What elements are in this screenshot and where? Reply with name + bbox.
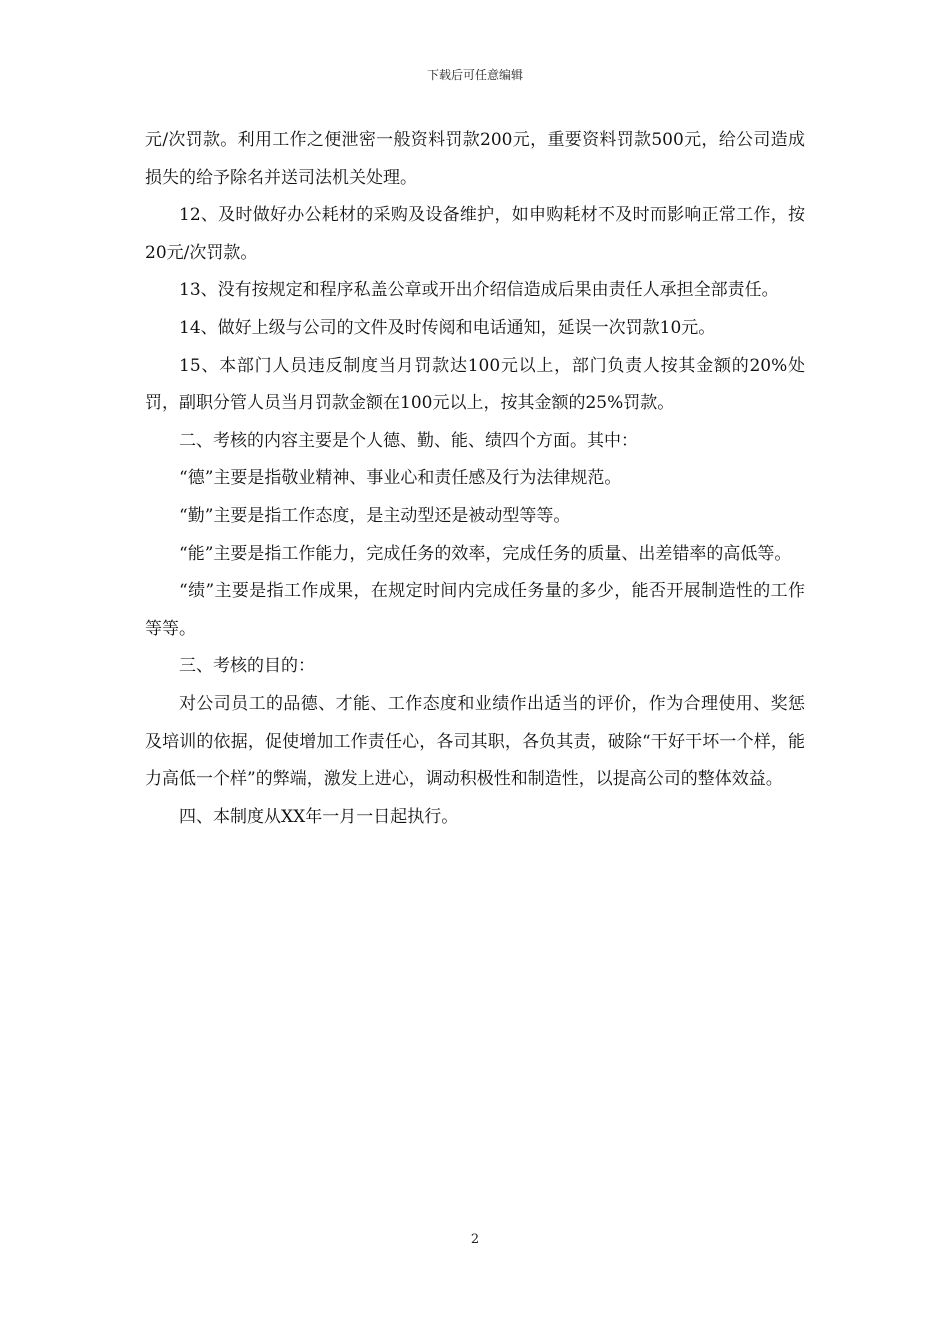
section-heading-4: 四、本制度从XX年一月一日起执行。	[179, 806, 459, 827]
page-header: 下载后可任意编辑	[426, 68, 523, 82]
section-heading-3: 三、考核的目的：	[179, 656, 315, 677]
paragraph-item-12: 12、及时做好办公耗材的采购及设备维护，如申购耗材不及时而影响正常工作，按20元/次罚款。	[145, 205, 805, 263]
paragraph-neng: “能”主要是指工作能力，完成任务的效率，完成任务的质量、出差错率的高低等。	[179, 543, 792, 564]
paragraph-continuation: 元/次罚款。利用工作之便泄密一般资料罚款200元，重要资料罚款500元，给公司造成损失的给予除名并送司法机关处理。	[145, 130, 805, 188]
section-heading-2: 二、考核的内容主要是个人德、勤、能、绩四个方面。其中：	[179, 430, 638, 451]
paragraph-item-13: 13、没有按规定和程序私盖公章或开出介绍信造成后果由责任人承担全部责任。	[179, 280, 779, 301]
paragraph-item-14: 14、做好上级与公司的文件及时传阅和电话通知，延误一次罚款10元。	[179, 317, 716, 338]
paragraph-ji: “绩”主要是指工作成果，在规定时间内完成任务量的多少，能否开展制造性的工作等等。	[145, 581, 805, 639]
document-body	[145, 122, 805, 836]
page-number: 2	[470, 1232, 480, 1247]
paragraph-purpose: 对公司员工的品德、才能、工作态度和业绩作出适当的评价，作为合理使用、奖惩及培训的依据，促使增加工作责任心，各司其职，各负其责，破除“干好干坏一个样，能力高低一个样”的弊端，激发上进心，调动积极性和制造性，以提高公司的整体效益。	[145, 693, 805, 790]
paragraph-item-15: 15、本部门人员违反制度当月罚款达100元以上，部门负责人按其金额的20%处罚，副职分管人员当月罚款金额在100元以上，按其金额的25%罚款。	[145, 355, 805, 414]
paragraph-de: “德”主要是指敬业精神、事业心和责任感及行为法律规范。	[179, 468, 622, 489]
paragraph-qin: “勤”主要是指工作态度，是主动型还是被动型等等。	[179, 505, 571, 526]
